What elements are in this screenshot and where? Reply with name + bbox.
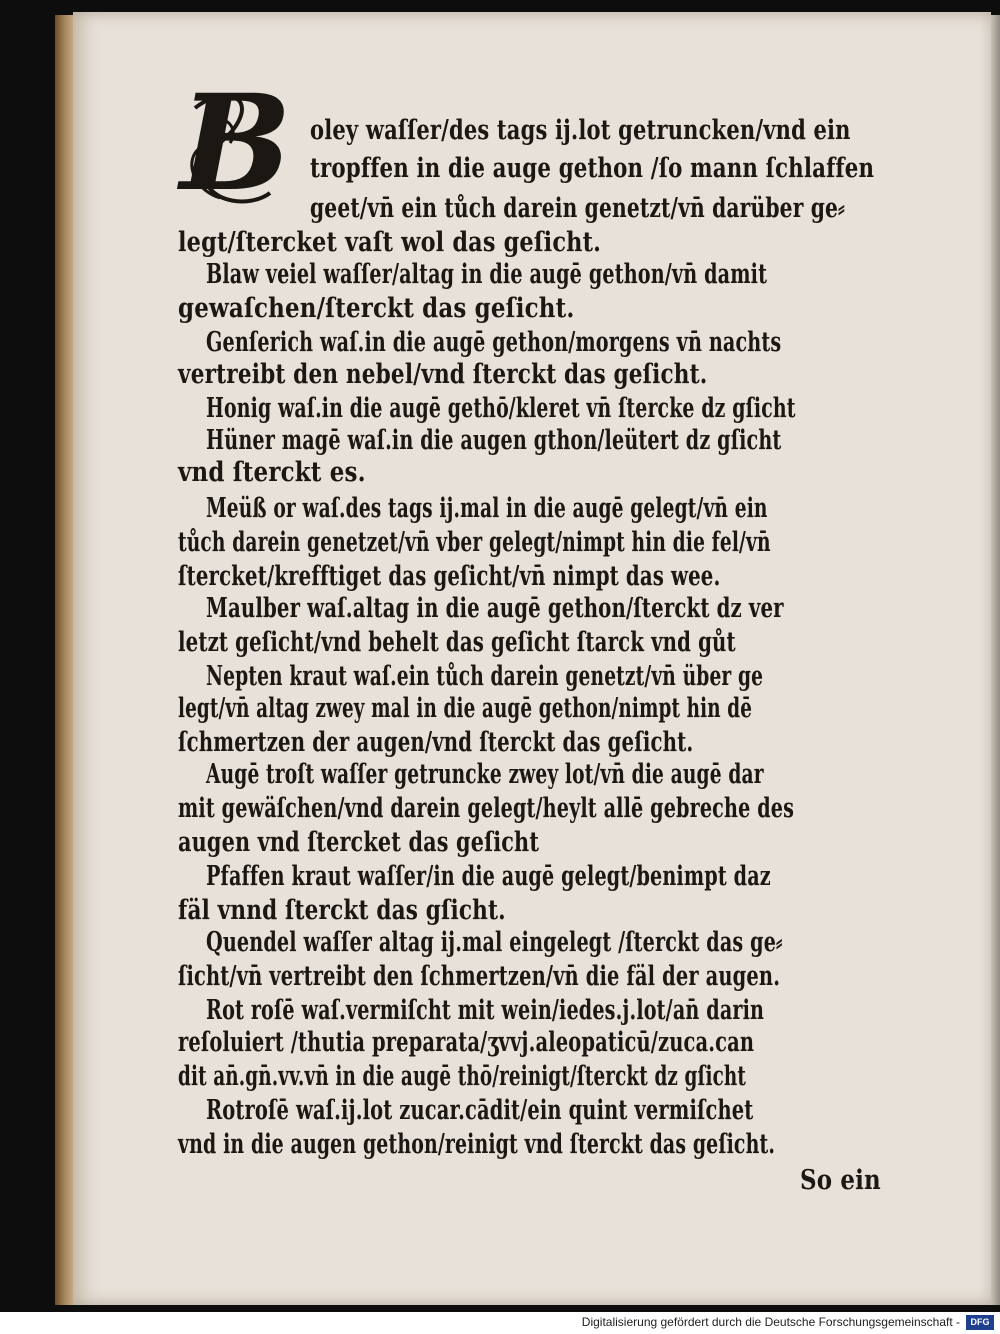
page-edge-right: [990, 15, 1000, 1305]
text-line: letzt geſicht/vnd behelt das geſicht ſtarck vnd gůt: [178, 627, 736, 658]
text-line: dit an̄.gn̄.vv.vn̄ in die augē thō/reinigt/ſterckt dz gſicht: [178, 1061, 747, 1092]
text-line: tropffen in die auge gethon /ſo mann ſchlaffen: [310, 153, 875, 184]
text-line: gewaſchen/ſterckt das geſicht.: [178, 293, 575, 324]
text-line: legt/ſtercket vaſt wol das geſicht.: [178, 227, 602, 258]
text-line: Hüner magē waſ.in die augen gthon/leütert dz gſicht: [206, 425, 782, 456]
text-line: legt/vn̄ altag zwey mal in die augē gethon/nimpt hin dē: [178, 693, 753, 724]
text-line: mit gewäſchen/vnd darein gelegt/heylt allē gebreche des: [178, 793, 795, 824]
text-line: Honig waſ.in die augē gethō/kleret vn̄ ſtercke dz gſicht: [206, 393, 796, 424]
text-line: ſicht/vn̄ vertreibt den ſchmertzen/vn̄ die fäl der augen.: [178, 961, 781, 992]
text-line: geet/vn̄ ein tůch darein genetzt/vn̄ darüber ge⸗: [310, 193, 845, 224]
text-line: Nepten kraut waſ.ein tůch darein genetzt/vn̄ über ge: [206, 661, 764, 692]
dfg-logo: DFG: [966, 1315, 994, 1330]
text-line: vnd in die augen gethon/reinigt vnd ſterckt das geſicht.: [178, 1129, 776, 1160]
text-line: Blaw veiel waſſer/altag in die augē gethon/vn̄ damit: [206, 259, 768, 290]
text-line: fäl vnnd ſterckt das gſicht.: [178, 895, 506, 926]
text-line: Genſerich waſ.in die augē gethon/morgens vn̄ nachts: [206, 327, 782, 358]
text-line: Rotroſē waſ.ij.lot zucar.cādit/ein quint vermiſchet: [206, 1095, 754, 1126]
footer-bar: [0, 1312, 1000, 1334]
initial-letter: B: [180, 66, 292, 221]
text-line: Meüß or waſ.des tags ij.mal in die augē gelegt/vn̄ ein: [206, 493, 768, 524]
text-line: Augē troſt waſſer getruncke zwey lot/vn̄ die augē dar: [206, 759, 764, 790]
text-line: ſchmertzen der augen/vnd ſterckt das geſicht.: [178, 727, 694, 758]
text-line: vnd ſterckt es.: [178, 457, 366, 488]
footer-credit: Digitalisierung gefördert durch die Deutsche Forschungsgemeinschaft -: [581, 1315, 960, 1329]
text-line: vertreibt den nebel/vnd ſterckt das geſicht.: [178, 359, 708, 390]
page-edge-left: [55, 15, 75, 1305]
text-line: Rot roſē waſ.vermiſcht mit wein/iedes.j.lot/an̄ darin: [206, 995, 765, 1026]
text-line: augen vnd ſtercket das geſicht: [178, 827, 540, 858]
text-line: Quendel waſſer altag ij.mal eingelegt /ſterckt das ge⸗: [206, 927, 783, 958]
text-line: tůch darein genetzet/vn̄ vber gelegt/nimpt hin die fel/vn̄: [178, 527, 771, 558]
text-line: ſtercket/krefftiget das geſicht/vn̄ nimpt das wee.: [178, 561, 721, 592]
text-line: Maulber waſ.altag in die augē gethon/ſterckt dz ver: [206, 593, 784, 624]
decorated-initial: [180, 66, 310, 221]
text-line: oley waſſer/des tags ij.lot getruncken/vnd ein: [310, 115, 851, 146]
text-line: reſoluiert /thutia preparata/ʒvvj.aleopaticū/zuca.can: [178, 1027, 755, 1058]
catchword: So ein: [800, 1165, 881, 1196]
text-line: Pfaffen kraut waſſer/in die augē gelegt/benimpt daz: [206, 861, 771, 892]
